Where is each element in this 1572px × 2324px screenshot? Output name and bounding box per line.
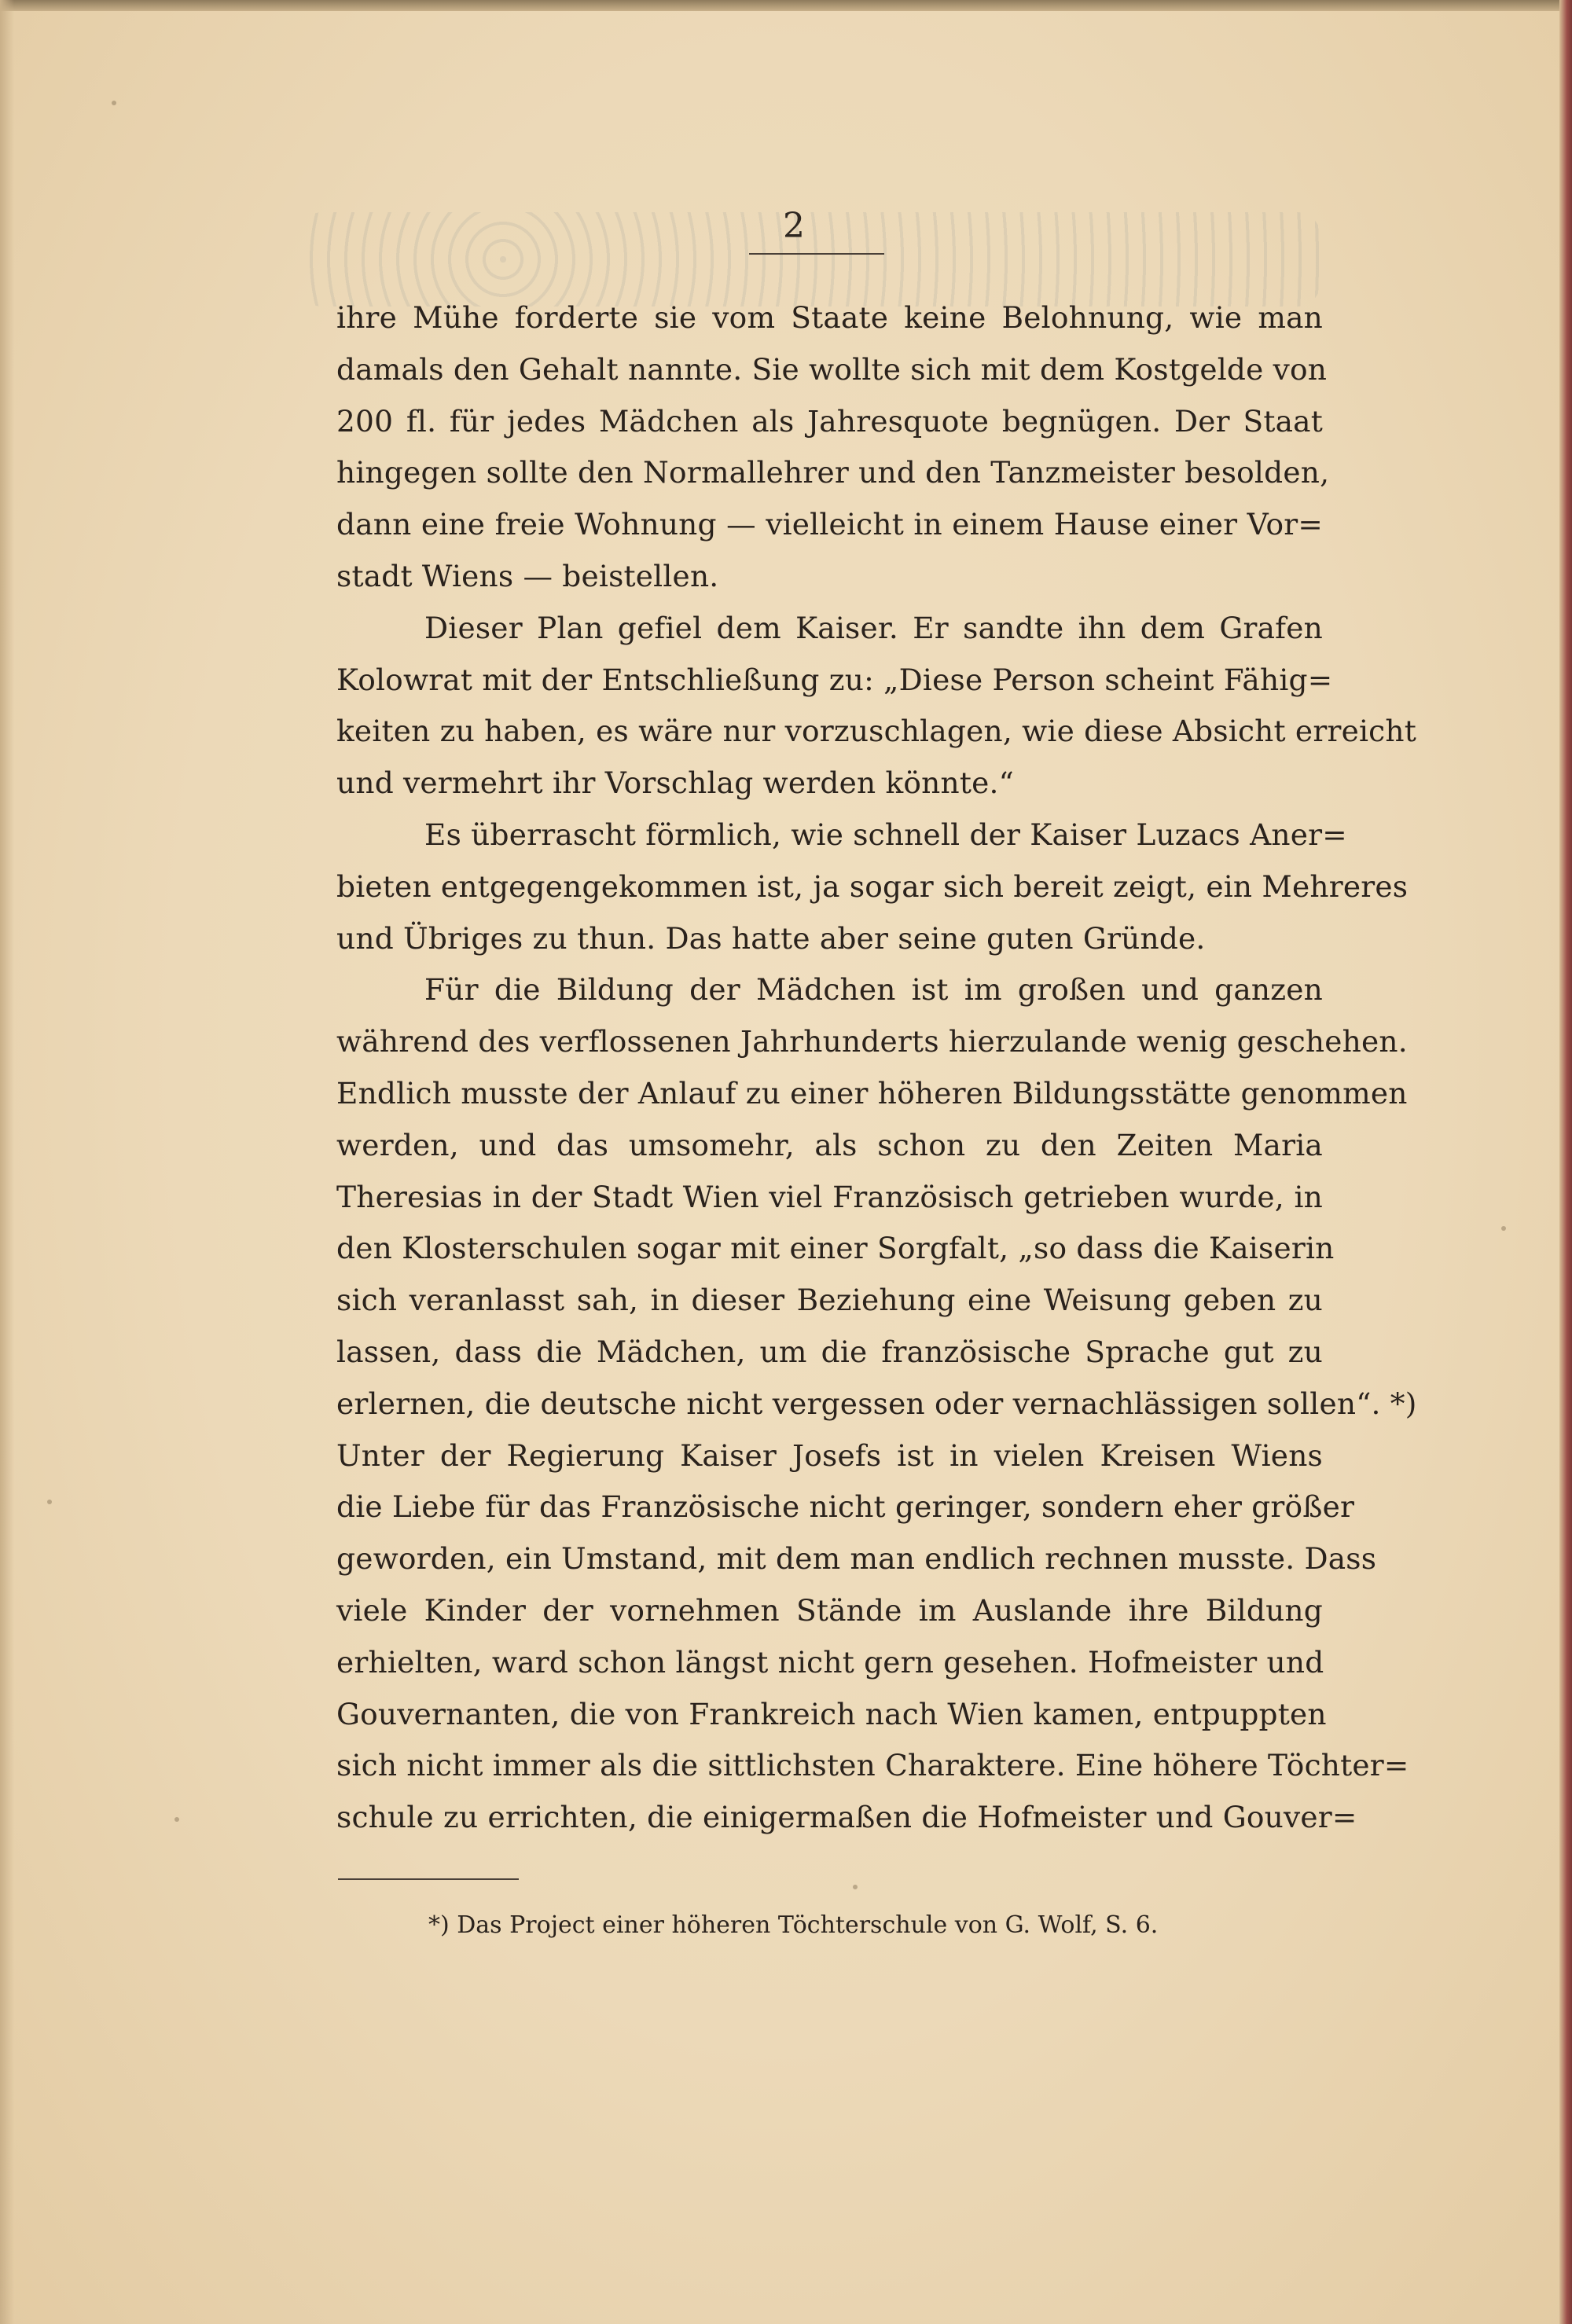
text-line: geworden, ein Umstand, mit dem man endlich rechnen musste. Dass xyxy=(336,1541,1377,1577)
book-cover-edge xyxy=(1559,0,1572,2324)
paragraph-start-line: Es überrascht förmlich, wie schnell der Kaiser Luzacs Aner= xyxy=(424,817,1347,852)
text-line: keiten zu haben, es wäre nur vorzuschlagen, wie diese Absicht erreicht xyxy=(336,714,1416,749)
paper-speck xyxy=(47,1500,52,1504)
footnote-rule xyxy=(338,1878,519,1880)
text-line: Endlich musste der Anlauf zu einer höheren Bildungsstätte genommen xyxy=(336,1075,1408,1111)
page-top-edge xyxy=(0,0,1572,11)
text-line: stadt Wiens — beistellen. xyxy=(336,558,719,593)
text-line: erlernen, die deutsche nicht vergessen oder vernachlässigen sollen“. *) xyxy=(336,1386,1417,1421)
text-line: und Übriges zu thun. Das hatte aber seine guten Gründe. xyxy=(336,920,1206,956)
text-line: sich nicht immer als die sittlichsten Charaktere. Eine höhere Töchter= xyxy=(336,1748,1409,1783)
paper-speck xyxy=(853,1885,858,1889)
text-line: Theresias in der Stadt Wien viel Französisch getrieben wurde, in xyxy=(336,1179,1323,1214)
text-line: dann eine freie Wohnung — vielleicht in einem Hause einer Vor= xyxy=(336,507,1323,542)
text-line: Gouvernanten, die von Frankreich nach Wien kamen, entpuppten xyxy=(336,1696,1327,1731)
paper-speck xyxy=(1501,1226,1506,1231)
page-number-rule xyxy=(749,253,884,255)
text-line: ihre Mühe forderte sie vom Staate keine Belohnung, wie man xyxy=(336,300,1323,335)
footnote: *) Das Project einer höheren Töchterschule von G. Wolf, S. 6. xyxy=(428,1911,1159,1939)
text-line: den Klosterschulen sogar mit einer Sorgfalt, „so dass die Kaiserin xyxy=(336,1231,1335,1266)
text-line: erhielten, ward schon längst nicht gern gesehen. Hofmeister und xyxy=(336,1644,1324,1680)
text-line: viele Kinder der vornehmen Stände im Auslande ihre Bildung xyxy=(336,1592,1323,1628)
text-line: hingegen sollte den Normallehrer und den Tanzmeister besolden, xyxy=(336,455,1330,490)
text-line: Kolowrat mit der Entschließung zu: „Diese Person scheint Fähig= xyxy=(336,662,1333,697)
paper-speck xyxy=(174,1817,179,1822)
text-line: die Liebe für das Französische nicht geringer, sondern eher größer xyxy=(336,1489,1355,1525)
page-number: 2 xyxy=(783,206,805,246)
binding-shadow xyxy=(0,0,14,2324)
text-line: sich veranlasst sah, in dieser Beziehung eine Weisung geben zu xyxy=(336,1283,1323,1318)
text-line: lassen, dass die Mädchen, um die französische Sprache gut zu xyxy=(336,1334,1323,1369)
paragraph-start-line: Dieser Plan gefiel dem Kaiser. Er sandte ihn dem Grafen xyxy=(424,610,1323,645)
text-line: Unter der Regierung Kaiser Josefs ist in vielen Kreisen Wiens xyxy=(336,1437,1323,1473)
paper-speck xyxy=(112,101,116,105)
paragraph-start-line: Für die Bildung der Mädchen ist im großen und ganzen xyxy=(424,972,1323,1008)
text-line: damals den Gehalt nannte. Sie wollte sich mit dem Kostgelde von xyxy=(336,351,1328,387)
body-text xyxy=(336,292,1417,1844)
text-line: 200 fl. für jedes Mädchen als Jahresquote begnügen. Der Staat xyxy=(336,403,1323,439)
text-line: bieten entgegengekommen ist, ja sogar sich bereit zeigt, ein Mehreres xyxy=(336,868,1409,904)
text-line: werden, und das umsomehr, als schon zu den Zeiten Maria xyxy=(336,1127,1323,1162)
text-line: und vermehrt ihr Vorschlag werden könnte.“ xyxy=(336,765,1015,801)
text-line: während des verflossenen Jahrhunderts hierzulande wenig geschehen. xyxy=(336,1024,1408,1059)
text-line: schule zu errichten, die einigermaßen die Hofmeister und Gouver= xyxy=(336,1800,1357,1835)
